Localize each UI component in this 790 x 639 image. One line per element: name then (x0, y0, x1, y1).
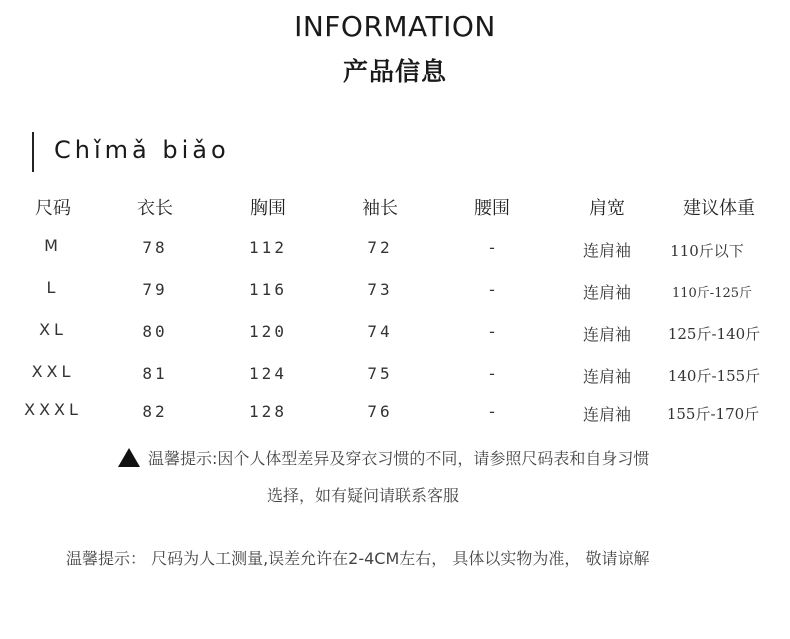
cell-waist: - (489, 322, 495, 341)
header-waist: 腰围 (474, 198, 510, 219)
cell-weight: 110斤-125斤 (671, 286, 753, 301)
cell-waist: - (489, 238, 495, 257)
size-advice-note (118, 446, 649, 469)
cell-sleeve: 72 (367, 238, 393, 257)
cell-chest: 120 (249, 322, 287, 341)
cell-size: M (44, 236, 62, 255)
title-english: INFORMATION (294, 10, 496, 43)
size-advice-line1: 温馨提示:因个人体型差异及穿衣习惯的不同，请参照尺码表和自身习惯 (148, 449, 650, 468)
header-length: 衣长 (137, 198, 173, 219)
cell-weight: 110斤以下 (670, 242, 744, 260)
cell-shoulder: 连肩袖 (582, 367, 632, 386)
cell-chest: 112 (249, 238, 287, 257)
cell-shoulder: 连肩袖 (582, 325, 632, 344)
cell-sleeve: 74 (367, 322, 393, 341)
cell-shoulder: 连肩袖 (582, 283, 632, 302)
cell-size: L (46, 278, 60, 297)
header-chest: 胸围 (250, 198, 286, 219)
cell-sleeve: 73 (367, 280, 393, 299)
cell-length: 81 (142, 364, 168, 383)
cell-sleeve: 75 (367, 364, 393, 383)
cell-chest: 116 (249, 280, 287, 299)
cell-size: XXL (31, 362, 75, 381)
cell-length: 82 (142, 402, 168, 421)
cell-weight: 140斤-155斤 (667, 367, 761, 385)
header-shoulder: 肩宽 (589, 198, 625, 219)
cell-shoulder: 连肩袖 (582, 241, 632, 260)
cell-length: 78 (142, 238, 168, 257)
section-heading: Chǐmǎ biǎo (54, 136, 230, 164)
cell-length: 80 (142, 322, 168, 341)
header-sleeve: 袖长 (362, 198, 398, 219)
warning-triangle-icon (118, 448, 140, 467)
cell-waist: - (489, 280, 495, 299)
cell-weight: 155斤-170斤 (666, 405, 760, 423)
cell-chest: 128 (249, 402, 287, 421)
header-size: 尺码 (35, 198, 71, 219)
cell-chest: 124 (249, 364, 287, 383)
cell-size: XXXL (24, 400, 82, 419)
section-divider-bar (32, 132, 34, 172)
cell-shoulder: 连肩袖 (582, 405, 632, 424)
measurement-disclaimer: 温馨提示： 尺码为人工测量,误差允许在2-4CM左右， 具体以实物为准， 敬请谅解 (66, 549, 650, 568)
title-chinese: 产品信息 (342, 57, 447, 86)
size-advice-line2: 选择，如有疑问请联系客服 (266, 486, 459, 505)
cell-sleeve: 76 (367, 402, 393, 421)
cell-length: 79 (142, 280, 168, 299)
header-weight: 建议体重 (683, 198, 755, 219)
cell-waist: - (489, 402, 495, 421)
cell-weight: 125斤-140斤 (667, 325, 761, 343)
cell-size: XL (39, 320, 67, 339)
cell-waist: - (489, 364, 495, 383)
